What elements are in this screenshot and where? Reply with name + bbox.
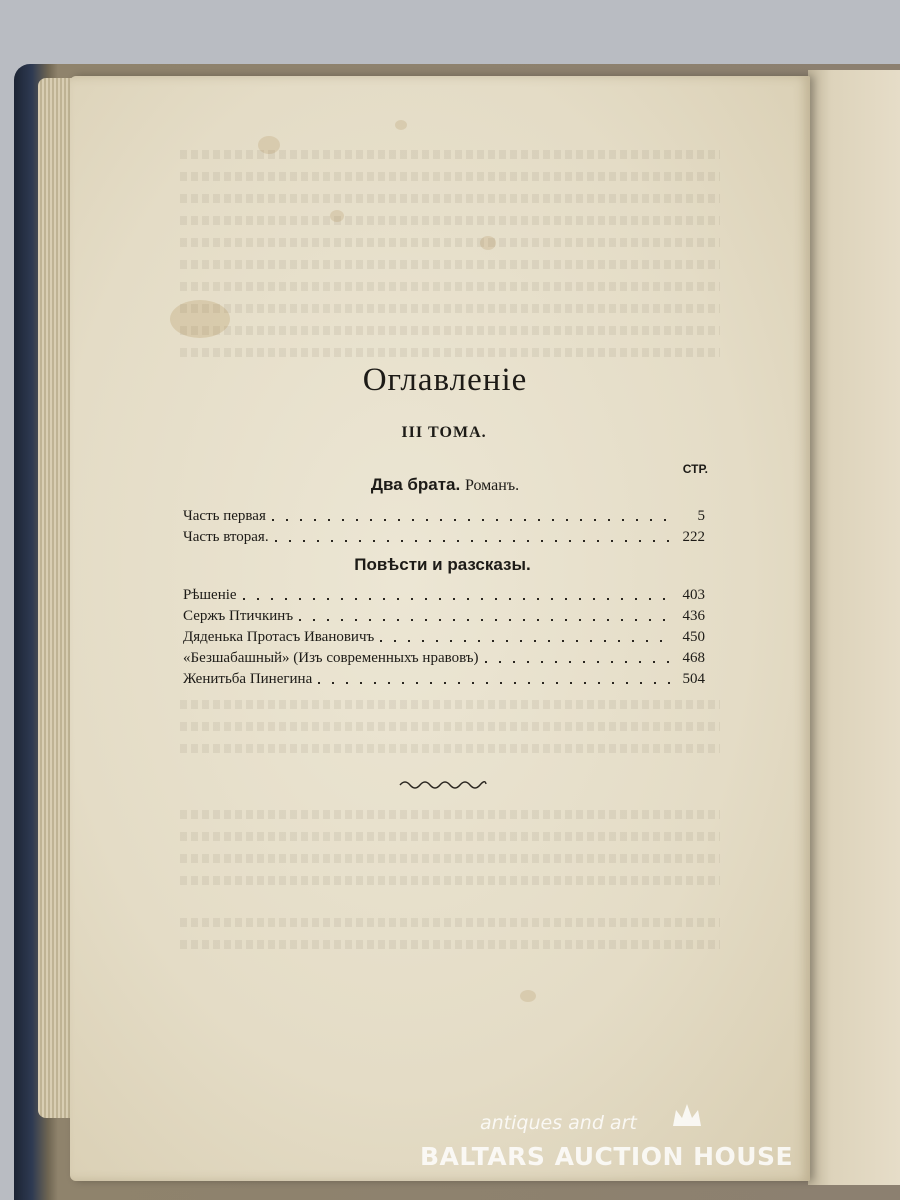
toc-entry [183,647,705,667]
dot-leader [243,598,671,600]
toc-entry-label: Часть первая [183,508,266,524]
toc-entry-page: 450 [682,629,705,645]
toc-entry-label: Рѣшеніе [183,587,237,603]
section-heading-dva-brata [340,475,550,495]
watermark-tagline: antiques and art [480,1112,637,1134]
toc-entry [183,584,705,604]
toc-entry-page: 403 [682,587,705,603]
dot-leader [485,661,671,663]
section-heading-text: Повѣсти и разсказы. [354,555,531,574]
section-heading-text: Два брата. [370,475,461,494]
toc-entry [183,668,705,688]
toc-entry-label: Женитьба Пинегина [183,671,313,687]
section-heading-povesti [320,555,565,575]
wavy-ornament [398,778,488,790]
toc-entry [183,626,705,646]
volume-label: III ТОМА. [401,424,487,441]
dot-leader [272,519,671,521]
toc-entry [183,605,705,625]
toc-entry-label: Дяденька Протасъ Ивановичъ [183,629,375,645]
toc-entry-page: 436 [682,608,705,624]
dot-leader [318,682,671,684]
toc-title: Оглавленіе [362,362,528,398]
toc-entry-label: Часть вторая. [183,529,269,545]
auction-watermark [420,1112,840,1182]
toc-entry-page: 504 [682,671,705,687]
toc-entry-label: «Безшабашный» (Изъ современныхъ нравовъ) [183,650,479,666]
toc-entry-label: Сержъ Птичкинъ [183,608,294,624]
watermark-brand: BALTARS AUCTION HOUSE [420,1142,794,1171]
dot-leader [380,640,671,642]
dot-leader [299,619,671,621]
dot-leader [275,540,671,542]
toc-entry-page: 5 [697,508,705,524]
section-heading-note: Романъ. [464,477,520,494]
toc-entry-page: 468 [682,650,705,666]
toc-entry [183,526,705,546]
crown-icon [670,1100,704,1130]
page-column-label: СТР. [682,462,708,476]
toc-entry [183,505,705,525]
toc-entry-page: 222 [682,529,705,545]
